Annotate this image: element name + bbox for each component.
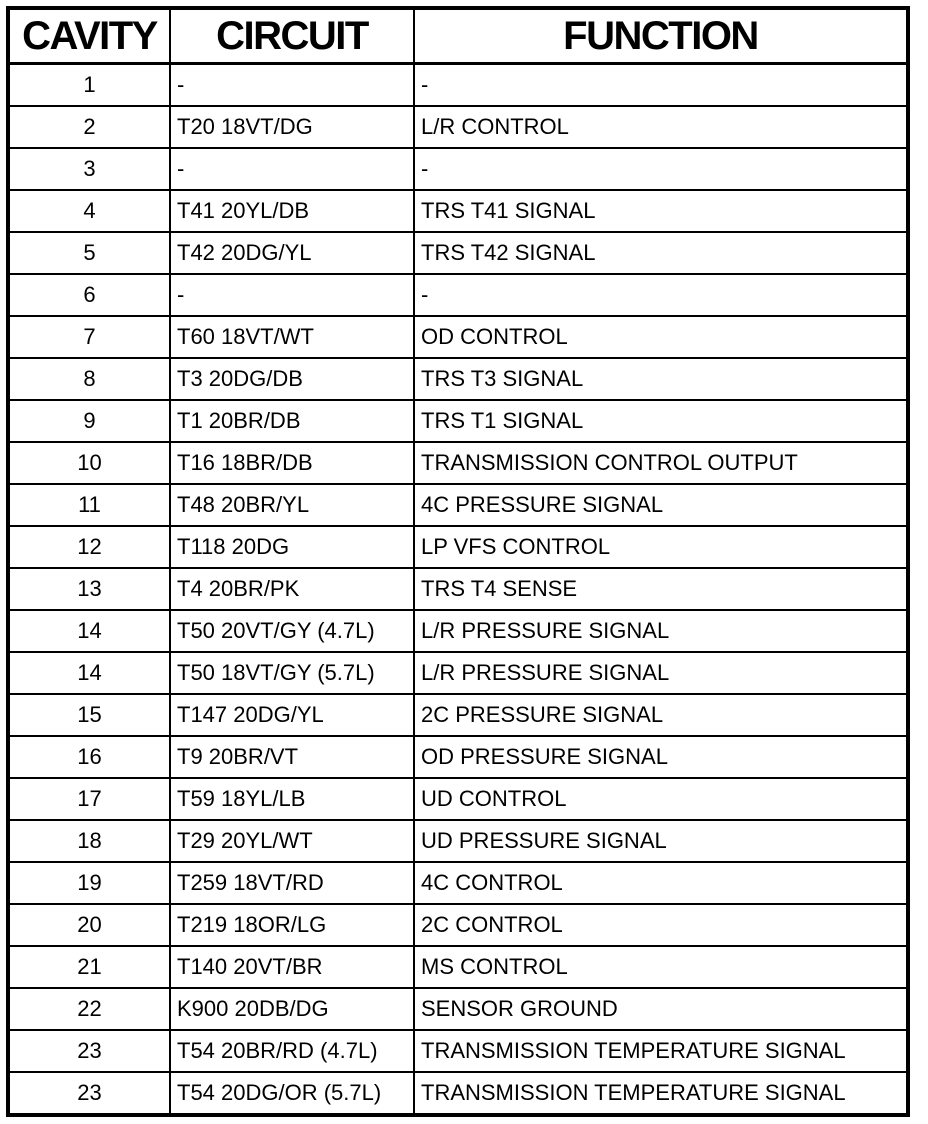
cell-cavity: 22 [8,988,170,1030]
cell-cavity: 14 [8,652,170,694]
header-row [8,8,908,64]
table-row [8,988,908,1030]
cell-cavity: 21 [8,946,170,988]
cell-cavity: 10 [8,442,170,484]
cell-circuit: T140 20VT/BR [170,946,414,988]
cell-function: TRS T41 SIGNAL [414,190,908,232]
cell-circuit: T29 20YL/WT [170,820,414,862]
header-function: FUNCTION [414,8,908,64]
cell-function: TRANSMISSION TEMPERATURE SIGNAL [414,1030,908,1072]
table-row [8,148,908,190]
cell-circuit: T118 20DG [170,526,414,568]
cell-function: L/R PRESSURE SIGNAL [414,610,908,652]
table-row [8,316,908,358]
cell-cavity: 3 [8,148,170,190]
table-row [8,904,908,946]
cell-cavity: 18 [8,820,170,862]
cell-circuit: T259 18VT/RD [170,862,414,904]
table-row [8,484,908,526]
cell-function: 4C CONTROL [414,862,908,904]
cell-cavity: 14 [8,610,170,652]
table-row [8,820,908,862]
cell-function: MS CONTROL [414,946,908,988]
cell-function: UD CONTROL [414,778,908,820]
cell-function: UD PRESSURE SIGNAL [414,820,908,862]
cell-function: 4C PRESSURE SIGNAL [414,484,908,526]
cell-circuit: T50 18VT/GY (5.7L) [170,652,414,694]
cell-cavity: 4 [8,190,170,232]
cell-cavity: 17 [8,778,170,820]
cell-function: - [414,274,908,316]
table-row [8,526,908,568]
cell-cavity: 20 [8,904,170,946]
cell-function: TRANSMISSION TEMPERATURE SIGNAL [414,1072,908,1115]
table-row [8,568,908,610]
cell-circuit: T54 20BR/RD (4.7L) [170,1030,414,1072]
cell-circuit: T3 20DG/DB [170,358,414,400]
cell-circuit: T20 18VT/DG [170,106,414,148]
cell-circuit: T42 20DG/YL [170,232,414,274]
cell-circuit: T4 20BR/PK [170,568,414,610]
cell-circuit: - [170,274,414,316]
cell-cavity: 13 [8,568,170,610]
cell-circuit: T41 20YL/DB [170,190,414,232]
cell-circuit: T54 20DG/OR (5.7L) [170,1072,414,1115]
table-row [8,442,908,484]
cell-cavity: 23 [8,1072,170,1115]
cell-cavity: 7 [8,316,170,358]
cell-function: L/R CONTROL [414,106,908,148]
cell-function: TRS T4 SENSE [414,568,908,610]
cell-cavity: 1 [8,64,170,107]
cell-circuit: T219 18OR/LG [170,904,414,946]
cell-circuit: T147 20DG/YL [170,694,414,736]
cell-function: L/R PRESSURE SIGNAL [414,652,908,694]
cell-function: LP VFS CONTROL [414,526,908,568]
cell-cavity: 16 [8,736,170,778]
cell-cavity: 2 [8,106,170,148]
table-row [8,694,908,736]
cell-cavity: 5 [8,232,170,274]
table-row [8,652,908,694]
cell-circuit: T9 20BR/VT [170,736,414,778]
cell-circuit: T1 20BR/DB [170,400,414,442]
table-row [8,862,908,904]
cell-cavity: 12 [8,526,170,568]
cell-function: TRS T42 SIGNAL [414,232,908,274]
table-row [8,1030,908,1072]
cell-function: OD PRESSURE SIGNAL [414,736,908,778]
cell-cavity: 15 [8,694,170,736]
header-circuit: CIRCUIT [170,8,414,64]
table-row [8,610,908,652]
table-row [8,400,908,442]
cell-function: SENSOR GROUND [414,988,908,1030]
cell-function: OD CONTROL [414,316,908,358]
cell-function: TRANSMISSION CONTROL OUTPUT [414,442,908,484]
cell-cavity: 23 [8,1030,170,1072]
cell-circuit: K900 20DB/DG [170,988,414,1030]
table-row [8,106,908,148]
cell-function: TRS T1 SIGNAL [414,400,908,442]
cell-circuit: - [170,148,414,190]
table-row [8,64,908,107]
header-cavity: CAVITY [8,8,170,64]
cell-cavity: 19 [8,862,170,904]
cell-circuit: - [170,64,414,107]
table-row [8,232,908,274]
table-row [8,190,908,232]
cell-function: 2C CONTROL [414,904,908,946]
cell-function: TRS T3 SIGNAL [414,358,908,400]
table-row [8,274,908,316]
table-row [8,1072,908,1115]
table-row [8,946,908,988]
cell-cavity: 8 [8,358,170,400]
cell-cavity: 9 [8,400,170,442]
cell-function: 2C PRESSURE SIGNAL [414,694,908,736]
table-body [8,64,908,1116]
cell-circuit: T60 18VT/WT [170,316,414,358]
cell-function: - [414,148,908,190]
cell-function: - [414,64,908,107]
cell-circuit: T50 20VT/GY (4.7L) [170,610,414,652]
cell-cavity: 6 [8,274,170,316]
table-row [8,358,908,400]
table-row [8,778,908,820]
cell-circuit: T59 18YL/LB [170,778,414,820]
cell-cavity: 11 [8,484,170,526]
connector-pinout-table [6,6,910,1117]
cell-circuit: T16 18BR/DB [170,442,414,484]
table-row [8,736,908,778]
cell-circuit: T48 20BR/YL [170,484,414,526]
